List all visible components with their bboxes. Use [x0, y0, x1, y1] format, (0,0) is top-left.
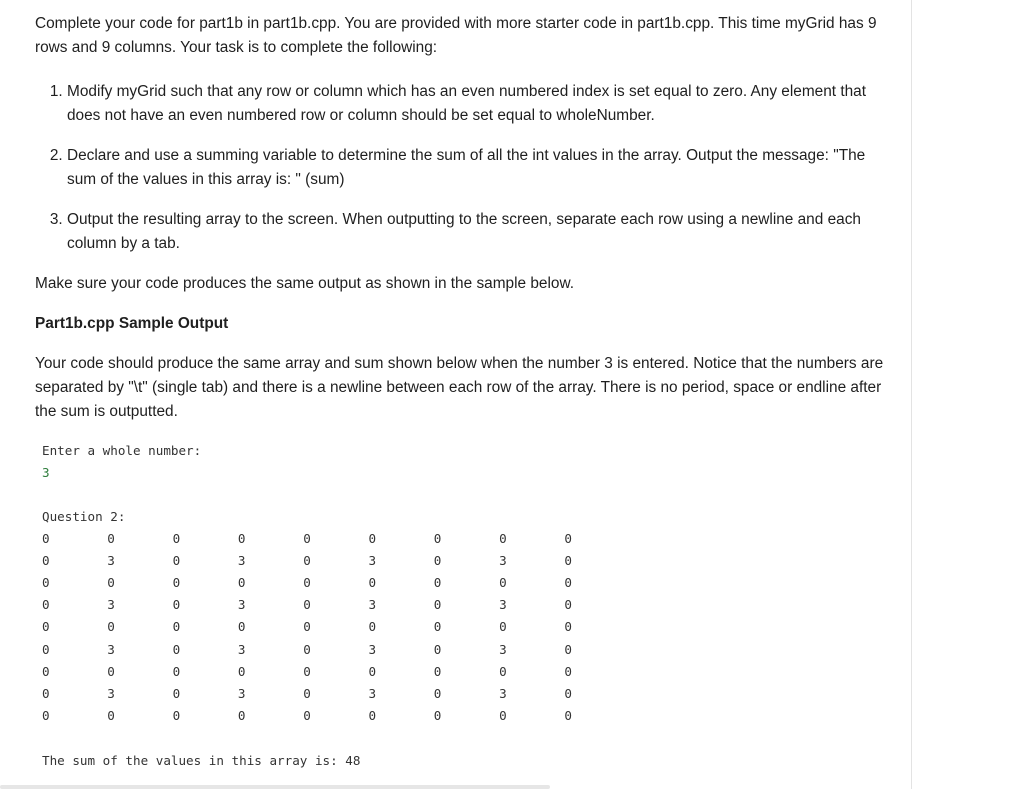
grid-cell: 0: [499, 531, 507, 546]
grid-cell: 3: [107, 597, 115, 613]
task-item-1: 1. Modify myGrid such that any row or column which has an even numbered index is set equal to zero. Any element that does not have an even numbered row or column should be set equal to wholeNumber.: [67, 80, 895, 128]
grid-cell: 0: [564, 641, 572, 657]
grid-cell: 0: [303, 597, 311, 613]
grid-cell: 0: [172, 707, 181, 723]
grid-cell: 3: [107, 553, 115, 569]
grid-cell: 0: [303, 641, 311, 657]
grid-cell: 0: [42, 685, 50, 701]
grid-cell: 0: [433, 553, 442, 569]
grid-cell: 0: [237, 575, 246, 591]
grid-cell: 0: [368, 575, 377, 591]
grid-cell: 0: [237, 663, 246, 679]
horizontal-scrollbar[interactable]: [0, 785, 550, 789]
grid-cell: 0: [303, 685, 311, 701]
grid-cell: 0: [368, 707, 377, 723]
grid-cell: 3: [368, 641, 377, 657]
grid-cell: 3: [237, 685, 246, 701]
sample-description: Your code should produce the same array and sum shown below when the number 3 is entered. Notice that the numbers are separated by "\t" (single tab) and there is a newline between each row of the array. There is no period, space or endline after the sum is outputted.: [35, 355, 884, 420]
grid-cell: 3: [499, 597, 507, 613]
grid-cell: 0: [303, 663, 311, 679]
grid-cell: 0: [42, 663, 50, 679]
grid-cell: 0: [172, 531, 181, 546]
grid-cell: 0: [564, 707, 572, 723]
grid-cell: 3: [237, 553, 246, 569]
grid-cell: 3: [237, 641, 246, 657]
grid-cell: 0: [564, 531, 572, 546]
grid-cell: 0: [42, 707, 50, 723]
grid-cell: 0: [433, 663, 442, 679]
grid-cell: 3: [499, 685, 507, 701]
grid-cell: 0: [499, 619, 507, 635]
grid-cell: 0: [303, 707, 311, 723]
grid-cell: 0: [433, 575, 442, 591]
grid-cell: 0: [107, 619, 115, 635]
task-item-2: 2. Declare and use a summing variable to determine the sum of all the int values in the array. Output the message: "The sum of the values in this array is: " (sum): [67, 144, 895, 192]
grid-cell: 0: [499, 663, 507, 679]
grid-cell: 0: [172, 619, 181, 635]
grid-cell: 0: [564, 597, 572, 613]
grid-cell: 0: [172, 575, 181, 591]
assignment-content: [35, 12, 895, 424]
sum-output-line: The sum of the values in this array is: 48: [42, 753, 361, 768]
grid-cell: 0: [499, 707, 507, 723]
grid-cell: 0: [368, 663, 377, 679]
grid-cell: 0: [433, 685, 442, 701]
console-input-value: 3: [42, 465, 50, 480]
grid-cell: 3: [499, 641, 507, 657]
grid-cell: 0: [499, 575, 507, 591]
grid-cell: 3: [368, 685, 377, 701]
grid-cell: 0: [433, 597, 442, 613]
grid-cell: 0: [172, 685, 181, 701]
task-list: [35, 80, 895, 256]
grid-cell: 0: [303, 553, 311, 569]
sample-output-heading: Part1b.cpp Sample Output: [35, 315, 229, 332]
grid-cell: 0: [42, 575, 50, 591]
console-prompt: Enter a whole number:: [42, 443, 202, 458]
grid-cell: 0: [303, 619, 311, 635]
grid-cell: 0: [433, 641, 442, 657]
grid-cell: 0: [172, 553, 181, 569]
grid-cell: 0: [303, 531, 311, 546]
grid-cell: 0: [564, 619, 572, 635]
grid-cell: 0: [564, 663, 572, 679]
grid-cell: 3: [499, 553, 507, 569]
grid-cell: 0: [368, 619, 377, 635]
grid-cell: 0: [172, 597, 181, 613]
grid-cell: 0: [564, 553, 572, 569]
make-sure-paragraph: Make sure your code produces the same output as shown in the sample below.: [35, 275, 574, 292]
grid-cell: 0: [107, 707, 115, 723]
grid-cell: 0: [42, 641, 50, 657]
grid-cell: 0: [237, 531, 246, 546]
grid-cell: 0: [107, 663, 115, 679]
question-label: Question 2:: [42, 509, 126, 524]
grid-cell: 0: [237, 619, 246, 635]
grid-cell: 0: [368, 531, 377, 546]
grid-cell: 0: [42, 553, 50, 569]
grid-cell: 0: [172, 641, 181, 657]
grid-cell: 0: [42, 619, 50, 635]
task-item-3: 3. Output the resulting array to the screen. When outputting to the screen, separate each row using a newline and each column by a tab.: [67, 208, 895, 256]
grid-cell: 0: [433, 619, 442, 635]
grid-cell: 0: [433, 531, 442, 546]
grid-cell: 3: [368, 553, 377, 569]
grid-cell: 0: [107, 531, 115, 546]
grid-cell: 0: [107, 575, 115, 591]
grid-cell: 0: [172, 663, 181, 679]
grid-cell: 3: [107, 641, 115, 657]
grid-cell: 0: [42, 597, 50, 613]
page-right-border: [911, 0, 912, 789]
grid-cell: 0: [433, 707, 442, 723]
grid-cell: 0: [564, 575, 572, 591]
grid-cell: 0: [237, 707, 246, 723]
grid-cell: 3: [368, 597, 377, 613]
grid-cell: 0: [303, 575, 311, 591]
grid-cell: 0: [42, 531, 50, 546]
intro-paragraph: Complete your code for part1b in part1b.cpp. You are provided with more starter code in part1b.cpp. This time myGrid has 9 rows and 9 columns. Your task is to complete the following:: [35, 15, 877, 56]
grid-cell: 3: [107, 685, 115, 701]
grid-cell: 0: [564, 685, 572, 701]
grid-cell: 3: [237, 597, 246, 613]
